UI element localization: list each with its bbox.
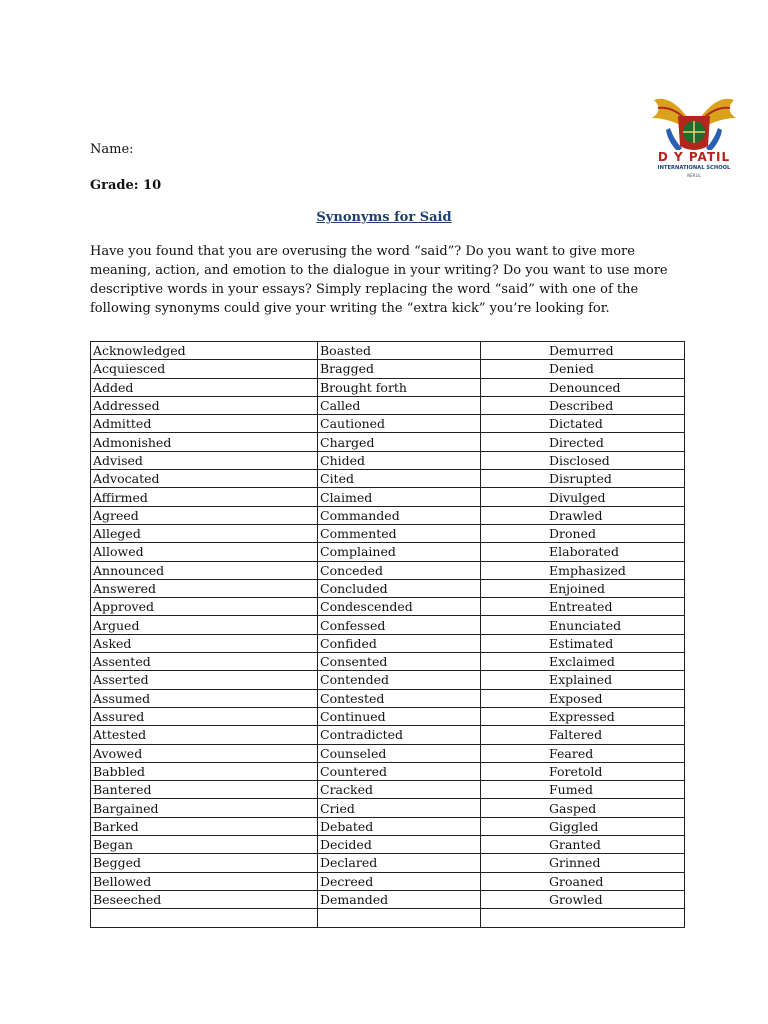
synonym-cell: Groaned xyxy=(481,872,685,890)
synonym-cell: Demanded xyxy=(318,890,481,908)
synonym-cell: Asserted xyxy=(91,671,318,689)
table-row xyxy=(91,836,685,854)
table-row xyxy=(91,909,685,927)
table-row xyxy=(91,689,685,707)
table-row xyxy=(91,561,685,579)
synonym-cell: Countered xyxy=(318,762,481,780)
table-row xyxy=(91,470,685,488)
synonym-cell: Assured xyxy=(91,707,318,725)
school-subtitle: INTERNATIONAL SCHOOL xyxy=(657,165,731,171)
table-row xyxy=(91,451,685,469)
table-row xyxy=(91,799,685,817)
synonym-cell: Admonished xyxy=(91,433,318,451)
school-logo xyxy=(648,92,740,184)
synonym-cell: Disclosed xyxy=(481,451,685,469)
table-row xyxy=(91,360,685,378)
synonym-cell: Boasted xyxy=(318,342,481,360)
table-row xyxy=(91,524,685,542)
synonym-cell: Condescended xyxy=(318,598,481,616)
synonym-cell: Described xyxy=(481,396,685,414)
synonym-cell: Emphasized xyxy=(481,561,685,579)
synonym-cell: Contradicted xyxy=(318,726,481,744)
table-row xyxy=(91,488,685,506)
synonym-cell: Enunciated xyxy=(481,616,685,634)
synonym-cell: Explained xyxy=(481,671,685,689)
table-row xyxy=(91,781,685,799)
synonym-cell: Dictated xyxy=(481,415,685,433)
table-row xyxy=(91,872,685,890)
synonym-cell: Assumed xyxy=(91,689,318,707)
synonym-cell: Chided xyxy=(318,451,481,469)
synonym-cell: Asked xyxy=(91,634,318,652)
synonym-cell xyxy=(481,909,685,927)
synonym-cell: Contested xyxy=(318,689,481,707)
synonym-cell: Faltered xyxy=(481,726,685,744)
table-row xyxy=(91,653,685,671)
table-row xyxy=(91,396,685,414)
synonym-cell: Approved xyxy=(91,598,318,616)
synonym-cell: Claimed xyxy=(318,488,481,506)
synonym-cell: Cautioned xyxy=(318,415,481,433)
synonym-cell: Confessed xyxy=(318,616,481,634)
synonym-cell: Directed xyxy=(481,433,685,451)
synonym-cell: Contended xyxy=(318,671,481,689)
synonym-cell: Concluded xyxy=(318,579,481,597)
table-row xyxy=(91,744,685,762)
table-row xyxy=(91,671,685,689)
synonym-cell: Announced xyxy=(91,561,318,579)
synonym-cell: Agreed xyxy=(91,506,318,524)
table-row xyxy=(91,854,685,872)
synonym-cell xyxy=(91,909,318,927)
table-row xyxy=(91,890,685,908)
synonym-cell: Estimated xyxy=(481,634,685,652)
synonym-cell: Decreed xyxy=(318,872,481,890)
synonym-cell: Added xyxy=(91,378,318,396)
synonym-cell: Brought forth xyxy=(318,378,481,396)
document-title: Synonyms for Said xyxy=(316,210,452,225)
synonym-cell: Grinned xyxy=(481,854,685,872)
table-row xyxy=(91,342,685,360)
table-row xyxy=(91,433,685,451)
synonym-cell: Disrupted xyxy=(481,470,685,488)
synonym-cell: Began xyxy=(91,836,318,854)
synonyms-table-body xyxy=(91,342,685,928)
synonym-cell: Addressed xyxy=(91,396,318,414)
table-row xyxy=(91,762,685,780)
synonym-cell: Denounced xyxy=(481,378,685,396)
synonym-cell: Advised xyxy=(91,451,318,469)
synonym-cell: Bargained xyxy=(91,799,318,817)
synonym-cell: Commanded xyxy=(318,506,481,524)
synonym-cell: Decided xyxy=(318,836,481,854)
synonym-cell: Cried xyxy=(318,799,481,817)
school-location: NERUL xyxy=(687,173,701,178)
synonym-cell: Exclaimed xyxy=(481,653,685,671)
synonym-cell: Acquiesced xyxy=(91,360,318,378)
synonym-cell: Advocated xyxy=(91,470,318,488)
synonym-cell: Fumed xyxy=(481,781,685,799)
synonym-cell: Called xyxy=(318,396,481,414)
synonym-cell: Foretold xyxy=(481,762,685,780)
synonym-cell: Entreated xyxy=(481,598,685,616)
synonym-cell: Giggled xyxy=(481,817,685,835)
intro-paragraph: Have you found that you are overusing the word “said”? Do you want to give more meaning, action, and emotion to the dialogue in your writing? Do you want to use more descriptive words in your essays? Simply replacing the word “said” with one of the following synonyms could give your writing the “extra kick” you’re looking for. xyxy=(90,244,668,316)
synonym-cell: Debated xyxy=(318,817,481,835)
synonym-cell: Conceded xyxy=(318,561,481,579)
synonym-cell: Affirmed xyxy=(91,488,318,506)
synonym-cell: Demurred xyxy=(481,342,685,360)
synonym-cell: Charged xyxy=(318,433,481,451)
synonym-cell: Granted xyxy=(481,836,685,854)
synonym-cell: Elaborated xyxy=(481,543,685,561)
synonym-cell: Admitted xyxy=(91,415,318,433)
grade-label: Grade: 10 xyxy=(90,178,162,193)
table-row xyxy=(91,598,685,616)
synonym-cell: Answered xyxy=(91,579,318,597)
synonym-cell: Expressed xyxy=(481,707,685,725)
synonym-cell: Barked xyxy=(91,817,318,835)
synonym-cell: Cited xyxy=(318,470,481,488)
synonym-cell: Bellowed xyxy=(91,872,318,890)
synonym-cell: Declared xyxy=(318,854,481,872)
synonym-cell: Continued xyxy=(318,707,481,725)
synonym-cell: Attested xyxy=(91,726,318,744)
synonym-cell: Begged xyxy=(91,854,318,872)
synonym-cell: Bantered xyxy=(91,781,318,799)
table-row xyxy=(91,378,685,396)
synonym-cell: Feared xyxy=(481,744,685,762)
table-row xyxy=(91,634,685,652)
table-row xyxy=(91,415,685,433)
synonym-cell: Complained xyxy=(318,543,481,561)
table-row xyxy=(91,817,685,835)
synonym-cell xyxy=(318,909,481,927)
synonym-cell: Drawled xyxy=(481,506,685,524)
table-row xyxy=(91,543,685,561)
synonym-cell: Bragged xyxy=(318,360,481,378)
synonym-cell: Alleged xyxy=(91,524,318,542)
table-row xyxy=(91,726,685,744)
synonym-cell: Enjoined xyxy=(481,579,685,597)
synonym-cell: Avowed xyxy=(91,744,318,762)
synonym-cell: Gasped xyxy=(481,799,685,817)
synonym-cell: Droned xyxy=(481,524,685,542)
synonym-cell: Beseeched xyxy=(91,890,318,908)
synonym-cell: Cracked xyxy=(318,781,481,799)
synonym-cell: Babbled xyxy=(91,762,318,780)
synonym-cell: Commented xyxy=(318,524,481,542)
synonym-cell: Counseled xyxy=(318,744,481,762)
synonym-cell: Confided xyxy=(318,634,481,652)
synonym-cell: Argued xyxy=(91,616,318,634)
synonym-cell: Growled xyxy=(481,890,685,908)
synonym-cell: Denied xyxy=(481,360,685,378)
synonym-cell: Exposed xyxy=(481,689,685,707)
synonym-cell: Divulged xyxy=(481,488,685,506)
synonyms-table xyxy=(90,341,685,928)
synonym-cell: Acknowledged xyxy=(91,342,318,360)
table-row xyxy=(91,579,685,597)
synonym-cell: Assented xyxy=(91,653,318,671)
school-name: D Y PATIL xyxy=(648,150,740,164)
table-row xyxy=(91,616,685,634)
synonym-cell: Consented xyxy=(318,653,481,671)
name-label: Name: xyxy=(90,142,134,157)
synonym-cell: Allowed xyxy=(91,543,318,561)
table-row xyxy=(91,707,685,725)
table-row xyxy=(91,506,685,524)
